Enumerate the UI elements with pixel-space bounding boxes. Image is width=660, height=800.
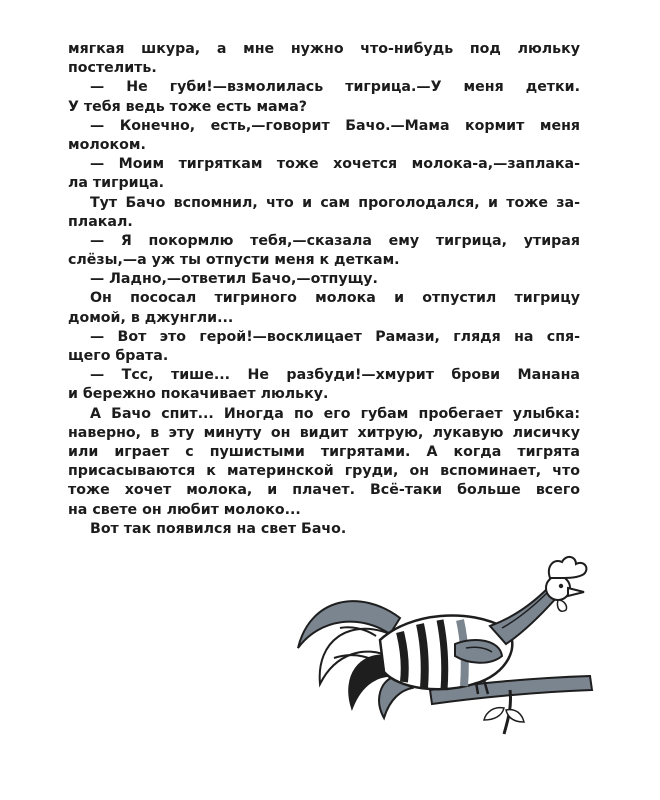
text-line: присасываются к материнской груди, он вспоминает, что — [68, 463, 580, 480]
text-line: наверно, в эту минуту он видит хитрую, лукавую лисичку — [68, 424, 580, 441]
text-line: — Вот это герой!—восклицает Рамази, глядя на спя- — [90, 328, 580, 345]
text-line: Вот так появился на свет Бачо. — [90, 520, 347, 537]
text-line: Он пососал тигриного молока и отпустил тигрицу — [90, 290, 580, 307]
text-line: плакал. — [68, 213, 133, 230]
text-line: — Не губи!—взмолилась тигрица.—У меня детки. — [90, 79, 580, 96]
story-text — [68, 40, 580, 539]
text-line: — Конечно, есть,—говорит Бачо.—Мама кормит меня — [90, 117, 580, 134]
text-line: или играет с пушистыми тигрятами. А когда тигрята — [68, 443, 580, 460]
text-line: и бережно покачивает люльку. — [68, 386, 329, 403]
text-line: — Ладно,—ответил Бачо,—отпущу. — [90, 271, 378, 288]
text-line: слёзы,—а уж ты отпусти меня к деткам. — [68, 252, 400, 269]
text-line: — Я покормлю тебя,—сказала ему тигрица, утирая — [90, 232, 580, 249]
text-line: тоже хочет молока, и плачет. Всё-таки больше всего — [68, 482, 580, 499]
text-line: щего брата. — [68, 348, 169, 364]
text-line: Тут Бачо вспомнил, что и сам проголодался, и тоже за- — [90, 194, 580, 211]
text-line: — Тсс, тише... Не разбуди!—хмурит брови Манана — [90, 367, 580, 384]
rooster-on-branch-icon — [280, 548, 610, 738]
text-line: постелить. — [68, 60, 157, 77]
text-line: на свете он любит молоко... — [68, 501, 301, 518]
text-line: ла тигрица. — [68, 175, 165, 192]
text-line: молоком. — [68, 136, 146, 153]
text-line: мягкая шкура, а мне нужно что-нибудь под люльку — [68, 41, 580, 57]
text-line: — Моим тигряткам тоже хочется молока-а,—заплака- — [90, 156, 580, 173]
text-line: У тебя ведь тоже есть мама? — [68, 98, 308, 115]
text-line: А Бачо спит... Иногда по его губам пробегает улыбка: — [90, 405, 580, 422]
text-line: домой, в джунгли... — [68, 309, 234, 326]
